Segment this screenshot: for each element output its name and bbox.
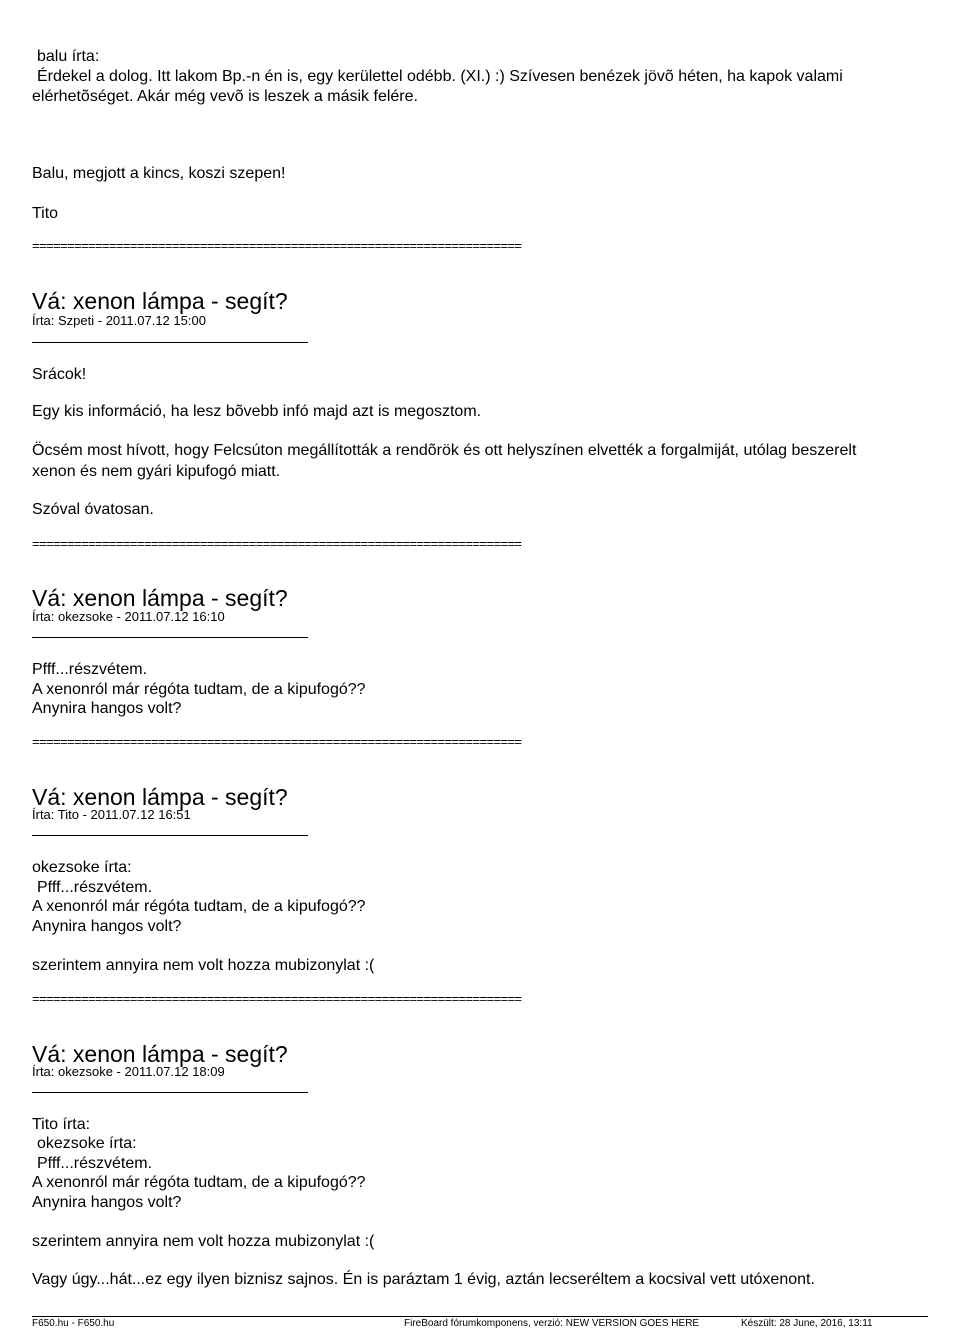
post-line: Öcsém most hívott, hogy Felcsúton megállították a rendõrök és ott helyszínen elvették a forgalmiját, utólag beszerelt <box>32 442 857 459</box>
post-title: Vá: xenon lámpa - segít? <box>32 784 288 810</box>
reply-text: Balu, megjott a kincs, koszi szepen! <box>32 165 286 182</box>
post-meta: Írta: Szpeti - 2011.07.12 15:00 <box>32 313 206 328</box>
post-title: Vá: xenon lámpa - segít? <box>32 585 288 611</box>
post-line: Vagy úgy...hát...ez egy ilyen biznisz sajnos. Én is paráztam 1 évig, aztán lecseréltem a kocsival vett utóxenont. <box>32 1271 815 1288</box>
post-line: Egy kis információ, ha lesz bõvebb infó majd azt is megosztom. <box>32 403 482 420</box>
post-line: Srácok! <box>32 366 87 383</box>
post-divider <box>32 342 308 343</box>
post-line: okezsoke írta: <box>32 859 132 876</box>
post-meta: Írta: Tito - 2011.07.12 16:51 <box>32 807 191 822</box>
post-line: Anynira hangos volt? <box>32 1194 182 1211</box>
post-line: Anynira hangos volt? <box>32 700 182 717</box>
footer-site: F650.hu - F650.hu <box>32 1318 115 1329</box>
post-line: Pfff...részvétem. <box>32 661 148 678</box>
post-line: szerintem annyira nem volt hozza mubizonylat :( <box>32 1233 375 1250</box>
post-line: okezsoke írta: <box>37 1135 137 1152</box>
post-line: szerintem annyira nem volt hozza mubizonylat :( <box>32 957 375 974</box>
quote-author: balu írta: <box>37 48 100 65</box>
post-line: A xenonról már régóta tudtam, de a kipufogó?? <box>32 1174 366 1191</box>
post-line: Pfff...részvétem. <box>37 879 153 896</box>
post-line: Pfff...részvétem. <box>37 1155 153 1172</box>
post-divider <box>32 835 308 836</box>
post-meta: Írta: okezsoke - 2011.07.12 18:09 <box>32 1064 225 1079</box>
post-line: A xenonról már régóta tudtam, de a kipufogó?? <box>32 681 366 698</box>
post-line: Szóval óvatosan. <box>32 501 154 518</box>
footer-divider <box>32 1316 928 1317</box>
post-line: Tito írta: <box>32 1116 91 1133</box>
post-line: A xenonról már régóta tudtam, de a kipufogó?? <box>32 898 366 915</box>
separator: ====================================================================== <box>32 991 522 1006</box>
quote-text-line: elérhetõséget. Akár még vevõ is leszek a másik felére. <box>32 88 418 105</box>
post-line: xenon és nem gyári kipufogó miatt. <box>32 463 281 480</box>
post-divider <box>32 1092 308 1093</box>
separator: ====================================================================== <box>32 536 522 551</box>
footer-generated: Készült: 28 June, 2016, 13:11 <box>741 1318 873 1329</box>
post-meta: Írta: okezsoke - 2011.07.12 16:10 <box>32 609 225 624</box>
quote-text-line: Érdekel a dolog. Itt lakom Bp.-n én is, egy kerülettel odébb. (XI.) :) Szívesen benézek jövõ héten, ha kapok valami <box>37 68 843 85</box>
post-title: Vá: xenon lámpa - segít? <box>32 288 288 314</box>
signature: Tito <box>32 205 59 222</box>
footer-component: FireBoard fórumkomponens, verzió: NEW VERSION GOES HERE <box>404 1318 700 1329</box>
separator: ====================================================================== <box>32 734 522 749</box>
post-line: Anynira hangos volt? <box>32 918 182 935</box>
separator: ====================================================================== <box>32 238 522 253</box>
post-title: Vá: xenon lámpa - segít? <box>32 1041 288 1067</box>
post-divider <box>32 637 308 638</box>
